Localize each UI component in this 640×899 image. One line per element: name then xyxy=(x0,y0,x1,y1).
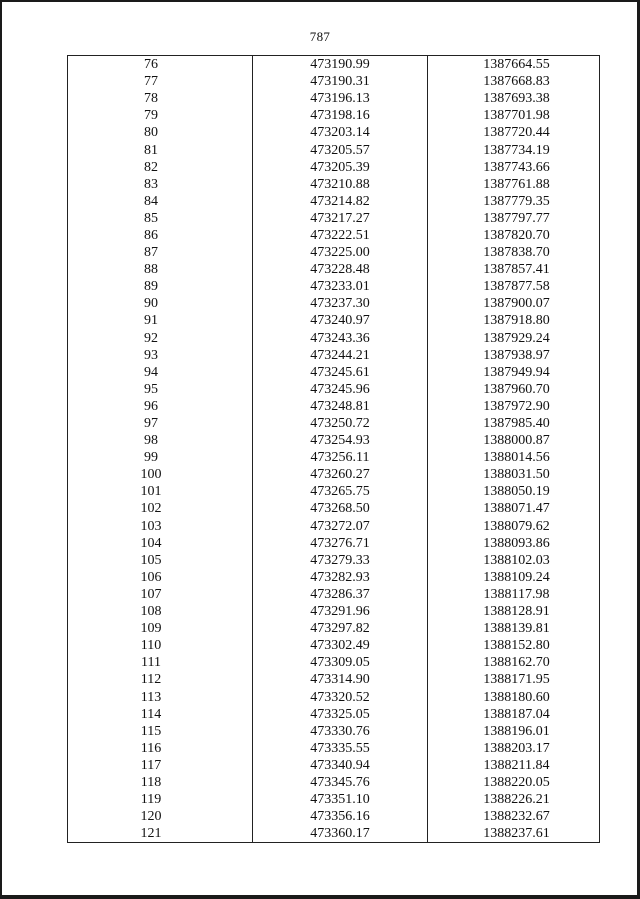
table-row xyxy=(68,808,600,825)
y-coordinate-cell: 1387900.07 xyxy=(428,295,600,312)
point-number-cell: 118 xyxy=(68,774,253,791)
point-number-cell: 112 xyxy=(68,671,253,688)
y-coordinate-cell: 1388203.17 xyxy=(428,740,600,757)
y-coordinate-cell: 1387701.98 xyxy=(428,107,600,124)
x-coordinate-cell: 473245.61 xyxy=(253,364,428,381)
y-coordinate-cell: 1387734.19 xyxy=(428,141,600,158)
point-number-cell: 78 xyxy=(68,90,253,107)
point-number-cell: 82 xyxy=(68,159,253,176)
y-coordinate-cell: 1388196.01 xyxy=(428,723,600,740)
y-coordinate-cell: 1387960.70 xyxy=(428,381,600,398)
table-row xyxy=(68,654,600,671)
y-coordinate-cell: 1387929.24 xyxy=(428,330,600,347)
table-row xyxy=(68,210,600,227)
table-row xyxy=(68,261,600,278)
table-row xyxy=(68,671,600,688)
x-coordinate-cell: 473360.17 xyxy=(253,825,428,843)
point-number-cell: 101 xyxy=(68,483,253,500)
page-number: 787 xyxy=(309,29,331,44)
point-number-cell: 90 xyxy=(68,295,253,312)
x-coordinate-cell: 473196.13 xyxy=(253,90,428,107)
x-coordinate-cell: 473198.16 xyxy=(253,107,428,124)
x-coordinate-cell: 473309.05 xyxy=(253,654,428,671)
x-coordinate-cell: 473203.14 xyxy=(253,124,428,141)
x-coordinate-cell: 473225.00 xyxy=(253,244,428,261)
x-coordinate-cell: 473286.37 xyxy=(253,586,428,603)
x-coordinate-cell: 473272.07 xyxy=(253,518,428,535)
point-number-cell: 117 xyxy=(68,757,253,774)
point-number-cell: 121 xyxy=(68,825,253,843)
point-number-cell: 76 xyxy=(68,56,253,74)
x-coordinate-cell: 473340.94 xyxy=(253,757,428,774)
y-coordinate-cell: 1387938.97 xyxy=(428,347,600,364)
y-coordinate-cell: 1388109.24 xyxy=(428,569,600,586)
x-coordinate-cell: 473250.72 xyxy=(253,415,428,432)
point-number-cell: 95 xyxy=(68,381,253,398)
x-coordinate-cell: 473205.57 xyxy=(253,141,428,158)
y-coordinate-cell: 1387664.55 xyxy=(428,56,600,74)
point-number-cell: 103 xyxy=(68,518,253,535)
table-row xyxy=(68,483,600,500)
table-row xyxy=(68,586,600,603)
y-coordinate-cell: 1388031.50 xyxy=(428,466,600,483)
table-row xyxy=(68,295,600,312)
table-row xyxy=(68,535,600,552)
y-coordinate-cell: 1387693.38 xyxy=(428,90,600,107)
x-coordinate-cell: 473260.27 xyxy=(253,466,428,483)
point-number-cell: 110 xyxy=(68,637,253,654)
x-coordinate-cell: 473335.55 xyxy=(253,740,428,757)
point-number-cell: 94 xyxy=(68,364,253,381)
table-row xyxy=(68,825,600,843)
table-row xyxy=(68,774,600,791)
point-number-cell: 79 xyxy=(68,107,253,124)
x-coordinate-cell: 473268.50 xyxy=(253,500,428,517)
y-coordinate-cell: 1388071.47 xyxy=(428,500,600,517)
y-coordinate-cell: 1387949.94 xyxy=(428,364,600,381)
table-row xyxy=(68,193,600,210)
table-row xyxy=(68,620,600,637)
point-number-cell: 120 xyxy=(68,808,253,825)
point-number-cell: 88 xyxy=(68,261,253,278)
table-row xyxy=(68,244,600,261)
point-number-cell: 105 xyxy=(68,552,253,569)
table-row xyxy=(68,552,600,569)
point-number-cell: 96 xyxy=(68,398,253,415)
point-number-cell: 87 xyxy=(68,244,253,261)
table-row xyxy=(68,740,600,757)
table-row xyxy=(68,347,600,364)
y-coordinate-cell: 1387797.77 xyxy=(428,210,600,227)
table-row xyxy=(68,176,600,193)
y-coordinate-cell: 1387820.70 xyxy=(428,227,600,244)
table-row xyxy=(68,330,600,347)
point-number-cell: 92 xyxy=(68,330,253,347)
y-coordinate-cell: 1387743.66 xyxy=(428,159,600,176)
x-coordinate-cell: 473205.39 xyxy=(253,159,428,176)
table-row xyxy=(68,312,600,329)
y-coordinate-cell: 1387720.44 xyxy=(428,124,600,141)
point-number-cell: 86 xyxy=(68,227,253,244)
table-row xyxy=(68,159,600,176)
y-coordinate-cell: 1387761.88 xyxy=(428,176,600,193)
table-row xyxy=(68,56,600,74)
y-coordinate-cell: 1388237.61 xyxy=(428,825,600,843)
y-coordinate-cell: 1388162.70 xyxy=(428,654,600,671)
table-row xyxy=(68,90,600,107)
point-number-cell: 119 xyxy=(68,791,253,808)
point-number-cell: 84 xyxy=(68,193,253,210)
y-coordinate-cell: 1387857.41 xyxy=(428,261,600,278)
y-coordinate-cell: 1388139.81 xyxy=(428,620,600,637)
x-coordinate-cell: 473282.93 xyxy=(253,569,428,586)
coordinates-table-body xyxy=(68,56,600,843)
y-coordinate-cell: 1387838.70 xyxy=(428,244,600,261)
x-coordinate-cell: 473330.76 xyxy=(253,723,428,740)
y-coordinate-cell: 1388211.84 xyxy=(428,757,600,774)
scan-edge-bottom xyxy=(0,895,640,899)
x-coordinate-cell: 473190.99 xyxy=(253,56,428,74)
point-number-cell: 116 xyxy=(68,740,253,757)
point-number-cell: 98 xyxy=(68,432,253,449)
x-coordinate-cell: 473265.75 xyxy=(253,483,428,500)
table-row xyxy=(68,603,600,620)
x-coordinate-cell: 473243.36 xyxy=(253,330,428,347)
table-row xyxy=(68,141,600,158)
x-coordinate-cell: 473214.82 xyxy=(253,193,428,210)
table-row xyxy=(68,723,600,740)
x-coordinate-cell: 473276.71 xyxy=(253,535,428,552)
x-coordinate-cell: 473240.97 xyxy=(253,312,428,329)
y-coordinate-cell: 1388014.56 xyxy=(428,449,600,466)
table-row xyxy=(68,791,600,808)
table-row xyxy=(68,449,600,466)
y-coordinate-cell: 1388093.86 xyxy=(428,535,600,552)
table-row xyxy=(68,73,600,90)
table-row xyxy=(68,518,600,535)
y-coordinate-cell: 1387877.58 xyxy=(428,278,600,295)
x-coordinate-cell: 473279.33 xyxy=(253,552,428,569)
table-row xyxy=(68,757,600,774)
x-coordinate-cell: 473345.76 xyxy=(253,774,428,791)
x-coordinate-cell: 473302.49 xyxy=(253,637,428,654)
y-coordinate-cell: 1387668.83 xyxy=(428,73,600,90)
table-row xyxy=(68,637,600,654)
x-coordinate-cell: 473325.05 xyxy=(253,706,428,723)
x-coordinate-cell: 473320.52 xyxy=(253,688,428,705)
point-number-cell: 77 xyxy=(68,73,253,90)
table-row xyxy=(68,706,600,723)
x-coordinate-cell: 473351.10 xyxy=(253,791,428,808)
table-row xyxy=(68,107,600,124)
table-row xyxy=(68,569,600,586)
y-coordinate-cell: 1388220.05 xyxy=(428,774,600,791)
x-coordinate-cell: 473245.96 xyxy=(253,381,428,398)
scan-edge-left xyxy=(0,0,2,899)
x-coordinate-cell: 473356.16 xyxy=(253,808,428,825)
point-number-cell: 102 xyxy=(68,500,253,517)
y-coordinate-cell: 1388117.98 xyxy=(428,586,600,603)
table-row xyxy=(68,364,600,381)
table-row xyxy=(68,688,600,705)
y-coordinate-cell: 1387985.40 xyxy=(428,415,600,432)
table-row xyxy=(68,432,600,449)
point-number-cell: 100 xyxy=(68,466,253,483)
x-coordinate-cell: 473233.01 xyxy=(253,278,428,295)
y-coordinate-cell: 1388187.04 xyxy=(428,706,600,723)
point-number-cell: 93 xyxy=(68,347,253,364)
y-coordinate-cell: 1387918.80 xyxy=(428,312,600,329)
scan-edge-top xyxy=(0,0,640,2)
point-number-cell: 80 xyxy=(68,124,253,141)
y-coordinate-cell: 1388079.62 xyxy=(428,518,600,535)
coordinates-table xyxy=(67,55,600,843)
x-coordinate-cell: 473237.30 xyxy=(253,295,428,312)
table-row xyxy=(68,278,600,295)
point-number-cell: 91 xyxy=(68,312,253,329)
x-coordinate-cell: 473228.48 xyxy=(253,261,428,278)
point-number-cell: 81 xyxy=(68,141,253,158)
y-coordinate-cell: 1388152.80 xyxy=(428,637,600,654)
x-coordinate-cell: 473222.51 xyxy=(253,227,428,244)
point-number-cell: 113 xyxy=(68,688,253,705)
x-coordinate-cell: 473256.11 xyxy=(253,449,428,466)
x-coordinate-cell: 473314.90 xyxy=(253,671,428,688)
point-number-cell: 108 xyxy=(68,603,253,620)
x-coordinate-cell: 473217.27 xyxy=(253,210,428,227)
point-number-cell: 99 xyxy=(68,449,253,466)
table-row xyxy=(68,124,600,141)
point-number-cell: 115 xyxy=(68,723,253,740)
table-row xyxy=(68,398,600,415)
point-number-cell: 107 xyxy=(68,586,253,603)
y-coordinate-cell: 1388128.91 xyxy=(428,603,600,620)
table-row xyxy=(68,500,600,517)
point-number-cell: 83 xyxy=(68,176,253,193)
table-row xyxy=(68,381,600,398)
point-number-cell: 111 xyxy=(68,654,253,671)
y-coordinate-cell: 1388226.21 xyxy=(428,791,600,808)
x-coordinate-cell: 473190.31 xyxy=(253,73,428,90)
y-coordinate-cell: 1388050.19 xyxy=(428,483,600,500)
table-row xyxy=(68,415,600,432)
x-coordinate-cell: 473254.93 xyxy=(253,432,428,449)
table-row xyxy=(68,466,600,483)
x-coordinate-cell: 473291.96 xyxy=(253,603,428,620)
point-number-cell: 104 xyxy=(68,535,253,552)
y-coordinate-cell: 1387779.35 xyxy=(428,193,600,210)
point-number-cell: 114 xyxy=(68,706,253,723)
point-number-cell: 97 xyxy=(68,415,253,432)
x-coordinate-cell: 473297.82 xyxy=(253,620,428,637)
x-coordinate-cell: 473210.88 xyxy=(253,176,428,193)
y-coordinate-cell: 1388000.87 xyxy=(428,432,600,449)
y-coordinate-cell: 1388102.03 xyxy=(428,552,600,569)
x-coordinate-cell: 473244.21 xyxy=(253,347,428,364)
point-number-cell: 85 xyxy=(68,210,253,227)
point-number-cell: 89 xyxy=(68,278,253,295)
y-coordinate-cell: 1388180.60 xyxy=(428,688,600,705)
point-number-cell: 109 xyxy=(68,620,253,637)
y-coordinate-cell: 1388232.67 xyxy=(428,808,600,825)
table-row xyxy=(68,227,600,244)
y-coordinate-cell: 1388171.95 xyxy=(428,671,600,688)
point-number-cell: 106 xyxy=(68,569,253,586)
y-coordinate-cell: 1387972.90 xyxy=(428,398,600,415)
x-coordinate-cell: 473248.81 xyxy=(253,398,428,415)
